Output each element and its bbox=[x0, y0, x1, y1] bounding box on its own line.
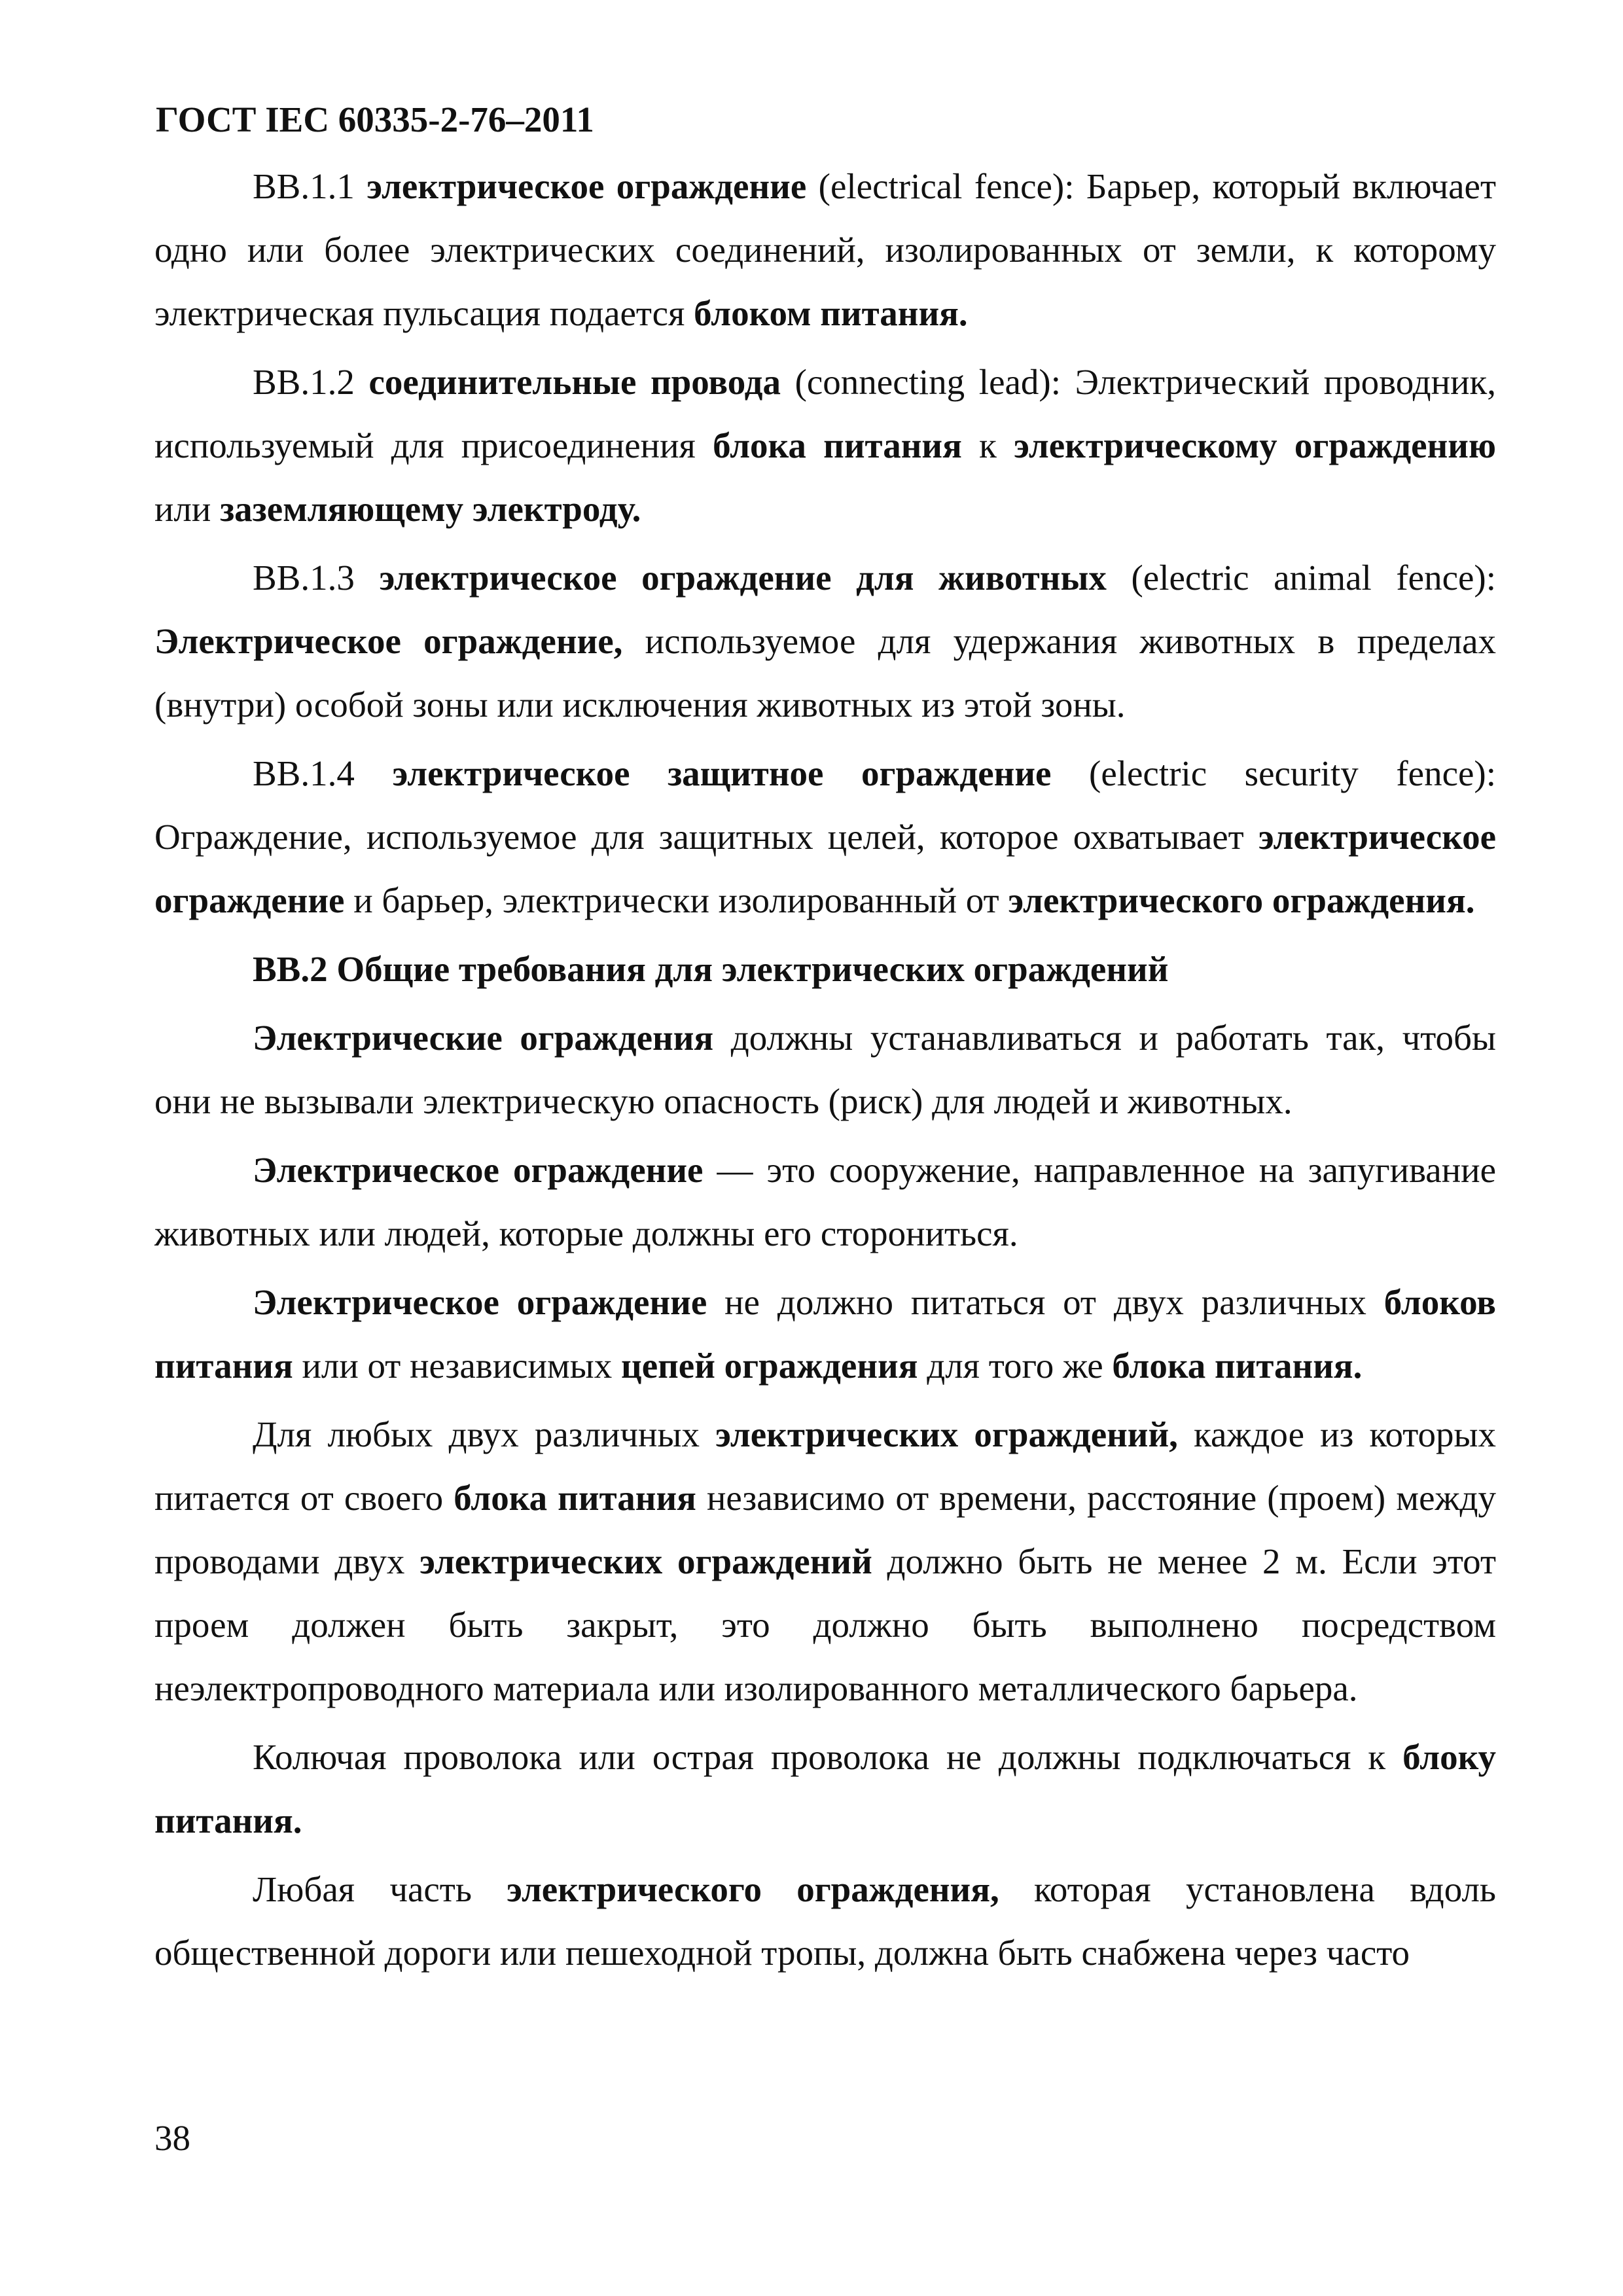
text-run: BB.1.2 bbox=[253, 362, 369, 402]
bold-term: электрических ограждений bbox=[419, 1541, 872, 1581]
bold-term: блоком питания. bbox=[694, 293, 968, 333]
bold-term: Электрические ограждения bbox=[253, 1018, 714, 1058]
text-run: и барьер, электрически изолированный от bbox=[344, 880, 1008, 920]
bold-term: Электрическое ограждение bbox=[253, 1282, 707, 1322]
bold-term: Электрическое ограждение bbox=[253, 1150, 704, 1190]
bold-term: заземляющему электроду. bbox=[220, 489, 641, 529]
text-run: используемое для удержания животных в пределах (внутри) особой зоны или исключения животных из этой зоны. bbox=[154, 621, 1496, 725]
bold-term: электрическое ограждение для животных bbox=[379, 558, 1107, 598]
page-number: 38 bbox=[154, 2118, 190, 2158]
bold-term: электрическому ограждению bbox=[1014, 425, 1496, 465]
document-body bbox=[154, 154, 1496, 1990]
bold-term: блока питания bbox=[454, 1478, 696, 1518]
text-run: или bbox=[154, 489, 221, 529]
text-run: должны устанавливаться и работать так, чтобы они не вызывали электрическую опасность (риск) для людей и животных. bbox=[154, 1018, 1496, 1121]
text-run: к bbox=[961, 425, 1014, 465]
bold-term: электрического ограждения, bbox=[507, 1869, 999, 1909]
text-run: (connecting lead): Электрический проводник, используемый для присоединения bbox=[154, 362, 1496, 465]
text-run: не должно питаться от двух различных bbox=[707, 1282, 1384, 1322]
bold-term: соединительные провода bbox=[368, 362, 781, 402]
bold-term: электрического ограждения. bbox=[1008, 880, 1475, 920]
bold-term: блока питания. bbox=[1112, 1346, 1363, 1386]
requirement-paragraph bbox=[154, 1403, 1496, 1720]
text-run: независимо от времени, расстояние (проем) между проводами двух bbox=[154, 1478, 1496, 1581]
section-heading-bb-2 bbox=[154, 937, 1496, 1001]
bold-term: цепей ограждения bbox=[621, 1346, 918, 1386]
clause-bb-1-4 bbox=[154, 742, 1496, 932]
requirement-paragraph bbox=[154, 1725, 1496, 1852]
text-run: (electric animal fence): bbox=[1106, 558, 1497, 598]
standard-header: ГОСТ IEC 60335-2-76–2011 bbox=[156, 99, 594, 139]
text-run: — это сооружение, направленное на запугивание животных или людей, которые должны его сторониться. bbox=[154, 1150, 1496, 1253]
bold-term: электрическое ограждение bbox=[154, 817, 1496, 920]
clause-bb-1-3 bbox=[154, 546, 1496, 736]
text-run: или от независимых bbox=[293, 1346, 621, 1386]
bold-term: блоков питания bbox=[154, 1282, 1497, 1386]
text-run: для того же bbox=[918, 1346, 1113, 1386]
text-run: BB.1.1 bbox=[253, 166, 367, 206]
text-run: BB.1.4 bbox=[253, 753, 393, 793]
bold-term: блока питания bbox=[713, 425, 962, 465]
text-run: должно быть не менее 2 м. Если этот проем должен быть закрыт, это должно быть выполнено посредством неэлектропроводного материала или изолированного металлического барьера. bbox=[154, 1541, 1496, 1708]
bold-term: BB.2 Общие требования для электрических ограждений bbox=[253, 949, 1169, 989]
bold-term: электрических ограждений, bbox=[715, 1414, 1178, 1454]
requirement-paragraph bbox=[154, 1006, 1496, 1133]
text-run: Для любых двух различных bbox=[253, 1414, 716, 1454]
text-run: BB.1.3 bbox=[253, 558, 380, 598]
text-run: Колючая проволока или острая проволока не должны подключаться к bbox=[253, 1737, 1403, 1777]
requirement-paragraph bbox=[154, 1270, 1496, 1397]
bold-term: электрическое защитное ограждение bbox=[392, 753, 1052, 793]
text-run: каждое из которых питается от своего bbox=[154, 1414, 1496, 1518]
clause-bb-1-2 bbox=[154, 350, 1496, 541]
text-run: Любая часть bbox=[253, 1869, 507, 1909]
bold-term: Электрическое ограждение, bbox=[154, 621, 623, 661]
text-run: которая установлена вдоль общественной дороги или пешеходной тропы, должна быть снабжена через часто bbox=[154, 1869, 1497, 1973]
requirement-paragraph bbox=[154, 1857, 1496, 1984]
clause-bb-1-1 bbox=[154, 154, 1496, 345]
text-run: (electrical fence): Барьер, который включает одно или более электрических соединений, изолированных от земли, к которому электрическая пульсация подается bbox=[154, 166, 1497, 333]
text-run: (electric security fence): Ограждение, используемое для защитных целей, которое охватывает bbox=[154, 753, 1496, 857]
requirement-paragraph bbox=[154, 1138, 1496, 1265]
bold-term: электрическое ограждение bbox=[366, 166, 807, 206]
bold-term: блоку питания. bbox=[154, 1737, 1496, 1840]
